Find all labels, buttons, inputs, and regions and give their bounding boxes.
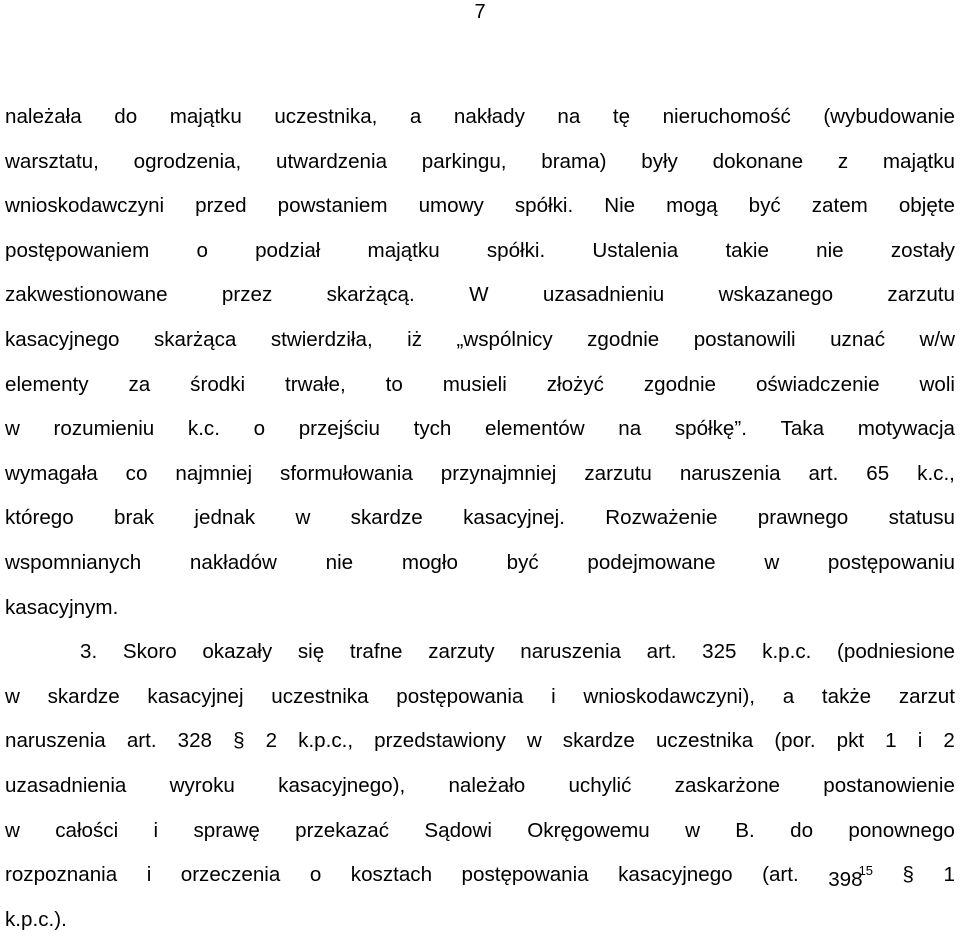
- word: elementy: [5, 372, 89, 396]
- word: do: [790, 818, 814, 842]
- word: a: [409, 105, 422, 128]
- word: co: [125, 461, 148, 485]
- text-line: [5, 685, 955, 730]
- word: Nie: [604, 194, 636, 218]
- word: 1: [885, 729, 897, 753]
- word: utwardzenia: [275, 149, 388, 173]
- word: uzasadnieniu: [542, 283, 665, 307]
- word: woli: [919, 372, 955, 396]
- word: okazały: [202, 640, 273, 664]
- word: kosztach: [350, 863, 433, 887]
- word: uchylić: [568, 773, 632, 797]
- page-number: 7: [474, 1, 486, 23]
- word: Rozważenie: [605, 506, 718, 530]
- word: brama): [541, 149, 607, 173]
- text-line: [5, 328, 955, 373]
- word: k.c.: [187, 417, 220, 441]
- word: jednak: [194, 506, 256, 530]
- word: kasacyjnej.: [463, 506, 565, 530]
- word: 328: [177, 729, 213, 753]
- word: którego: [5, 506, 74, 530]
- word: ponownego: [848, 818, 955, 842]
- word: postępowania: [396, 684, 524, 708]
- word: w: [764, 550, 780, 574]
- word: za: [128, 372, 151, 396]
- word: przejściu: [298, 417, 380, 441]
- text-line: [5, 105, 955, 150]
- word: pkt: [836, 729, 865, 753]
- word: 1: [943, 863, 955, 887]
- word: w: [5, 417, 20, 441]
- word: 2: [265, 729, 278, 753]
- word: spółki.: [486, 238, 546, 262]
- word: skardze: [350, 506, 423, 530]
- word: oświadczenie: [755, 372, 880, 396]
- word: warsztatu,: [5, 149, 99, 173]
- word: i: [153, 818, 159, 842]
- word: zatem: [811, 194, 868, 218]
- word: zaskarżone: [674, 773, 780, 797]
- word: uzasadnienia: [5, 773, 127, 797]
- word: i: [146, 863, 152, 887]
- word: sprawę: [193, 818, 260, 842]
- word: najmniej: [175, 461, 253, 485]
- word: skardze: [562, 729, 635, 753]
- word: iż: [407, 327, 423, 351]
- word: rozumieniu: [53, 417, 155, 441]
- word: postępowania: [461, 863, 589, 887]
- word: postanowili: [693, 327, 796, 351]
- word: nieruchomość: [662, 105, 791, 128]
- word: orzeczenia: [180, 863, 281, 887]
- word: 65: [866, 461, 890, 485]
- word: skardze: [47, 684, 120, 708]
- word: wyroku: [169, 773, 235, 797]
- word: Ustalenia: [592, 238, 679, 262]
- word: o: [309, 863, 322, 887]
- word: należało: [448, 773, 526, 797]
- word: k.p.c.).: [5, 907, 67, 931]
- word: mogą: [666, 194, 718, 218]
- paragraph-1: [5, 105, 955, 640]
- word: być: [506, 550, 539, 574]
- word: do: [114, 105, 138, 128]
- word: się: [297, 640, 325, 664]
- word: takie: [725, 238, 769, 262]
- word: elementów: [485, 417, 585, 441]
- word: objęte: [898, 194, 955, 218]
- superscript: 15: [858, 863, 874, 879]
- word: majątku: [367, 238, 440, 262]
- word: trwałe,: [285, 372, 346, 396]
- document-body: [5, 105, 955, 952]
- text-line: [5, 417, 955, 462]
- word: (art.: [762, 863, 799, 887]
- word: §: [902, 863, 914, 887]
- word: zarzuty: [428, 640, 495, 664]
- word: 2: [943, 729, 955, 753]
- word: k.p.c.: [762, 640, 812, 664]
- word: kasacyjnego),: [278, 773, 406, 797]
- word: a: [782, 684, 795, 708]
- word: wspomnianych: [5, 550, 142, 574]
- word: także: [821, 684, 872, 708]
- word: Skoro: [122, 640, 177, 664]
- word: zarzutu: [887, 283, 955, 307]
- word: dokonane: [712, 149, 804, 173]
- word: spółkę”.: [674, 417, 747, 441]
- word: być: [748, 194, 781, 218]
- word: o: [196, 238, 208, 262]
- word: zgodnie: [643, 372, 717, 396]
- text-line: [5, 194, 955, 239]
- word: mogło: [401, 550, 458, 574]
- word: należała: [5, 105, 82, 128]
- word: §: [233, 729, 245, 753]
- word: zarzut: [898, 684, 955, 708]
- word: trafne: [349, 640, 403, 664]
- word: brak: [114, 506, 155, 530]
- text-line: [5, 239, 955, 284]
- word: k.c.,: [917, 461, 955, 485]
- word: przedstawiony: [374, 729, 506, 753]
- word: „wspólnicy: [456, 327, 553, 351]
- word: ogrodzenia,: [133, 149, 242, 173]
- word: kasacyjnego: [5, 327, 120, 351]
- word: 325: [702, 640, 737, 664]
- word: na: [557, 105, 581, 128]
- word: nie: [816, 238, 844, 262]
- word: uczestnika: [655, 729, 754, 753]
- word: art.: [646, 640, 677, 664]
- word: Taka: [780, 417, 825, 441]
- word: przekazać: [295, 818, 390, 842]
- word: złożyć: [546, 372, 604, 396]
- word: postanowienie: [823, 773, 955, 797]
- word: (por.: [774, 729, 816, 753]
- word: uczestnika,: [274, 105, 378, 128]
- word: zakwestionowane: [5, 283, 168, 307]
- word: w: [5, 818, 20, 842]
- word: 39815: [828, 863, 874, 892]
- word: (podniesione: [837, 640, 955, 664]
- word: Okręgowemu: [527, 818, 650, 842]
- text-line: [5, 640, 955, 685]
- word: w: [526, 729, 542, 753]
- word: sformułowania: [280, 461, 413, 485]
- text-line: [5, 863, 955, 908]
- word: majątku: [882, 149, 955, 173]
- word: przed: [195, 194, 247, 218]
- word: majątku: [169, 105, 242, 128]
- word: nakłady: [453, 105, 525, 128]
- word: wnioskodawczyni),: [583, 684, 756, 708]
- word: stwierdziła,: [270, 327, 373, 351]
- word: statusu: [888, 506, 955, 530]
- text-line: [5, 819, 955, 864]
- word: były: [641, 149, 678, 173]
- word: rozpoznania: [5, 863, 118, 887]
- word: środki: [190, 372, 246, 396]
- word: Sądowi: [424, 818, 492, 842]
- word: zgodnie: [587, 327, 660, 351]
- word: B.: [735, 818, 755, 842]
- word: i: [551, 684, 556, 708]
- text-line: [5, 596, 955, 641]
- word: 3.: [80, 640, 98, 664]
- text-line: [5, 908, 955, 952]
- word: przynajmniej: [440, 461, 557, 485]
- word: uczestnika: [271, 684, 369, 708]
- word: zostały: [890, 238, 955, 262]
- word: przez: [221, 283, 273, 307]
- word: motywacja: [857, 417, 955, 441]
- word: w/w: [919, 327, 955, 351]
- word: postępowaniem: [5, 238, 150, 262]
- word: postępowaniu: [827, 550, 955, 574]
- word: to: [385, 372, 403, 396]
- word: uznać: [830, 327, 886, 351]
- word: art.: [126, 729, 157, 753]
- word: art.: [808, 461, 839, 485]
- word: tę: [612, 105, 631, 128]
- word: powstaniem: [277, 194, 388, 218]
- word: kasacyjnej: [147, 684, 244, 708]
- paragraph-2: [5, 640, 955, 952]
- word: naruszenia: [520, 640, 621, 664]
- word: wymagała: [5, 461, 98, 485]
- word: z: [837, 149, 849, 173]
- word: wnioskodawczyni: [5, 194, 165, 218]
- word: całości: [55, 818, 119, 842]
- word: spółki.: [514, 194, 574, 218]
- word: kasacyjnego: [618, 863, 733, 887]
- word: naruszenia: [5, 729, 106, 753]
- word: parkingu,: [421, 149, 507, 173]
- word: (wybudowanie: [823, 105, 955, 128]
- text-line: [5, 729, 955, 774]
- word: w: [5, 684, 20, 708]
- text-line: [5, 373, 955, 418]
- word: na: [618, 417, 642, 441]
- text-line: [5, 150, 955, 195]
- word: w: [295, 506, 311, 530]
- word: skarżąca: [153, 327, 237, 351]
- word: prawnego: [757, 506, 849, 530]
- text-line: [5, 774, 955, 819]
- text-line: [5, 551, 955, 596]
- word: musieli: [442, 372, 507, 396]
- word: nie: [325, 550, 354, 574]
- word: naruszenia: [679, 461, 781, 485]
- text-line: [5, 506, 955, 551]
- word: o: [253, 417, 266, 441]
- text-line: [5, 462, 955, 507]
- word: podejmowane: [587, 550, 716, 574]
- word: nakładów: [189, 550, 277, 574]
- word: kasacyjnym.: [5, 595, 119, 619]
- word: i: [917, 729, 923, 753]
- word: W: [469, 283, 489, 307]
- word: zarzutu: [584, 461, 652, 485]
- word: umowy: [418, 194, 484, 218]
- word: tych: [413, 417, 452, 441]
- word: wskazanego: [718, 283, 834, 307]
- word: skarżącą.: [326, 283, 415, 307]
- word: k.p.c.,: [298, 729, 354, 753]
- text-line: [5, 283, 955, 328]
- word: podział: [255, 238, 321, 262]
- word: w: [685, 818, 700, 842]
